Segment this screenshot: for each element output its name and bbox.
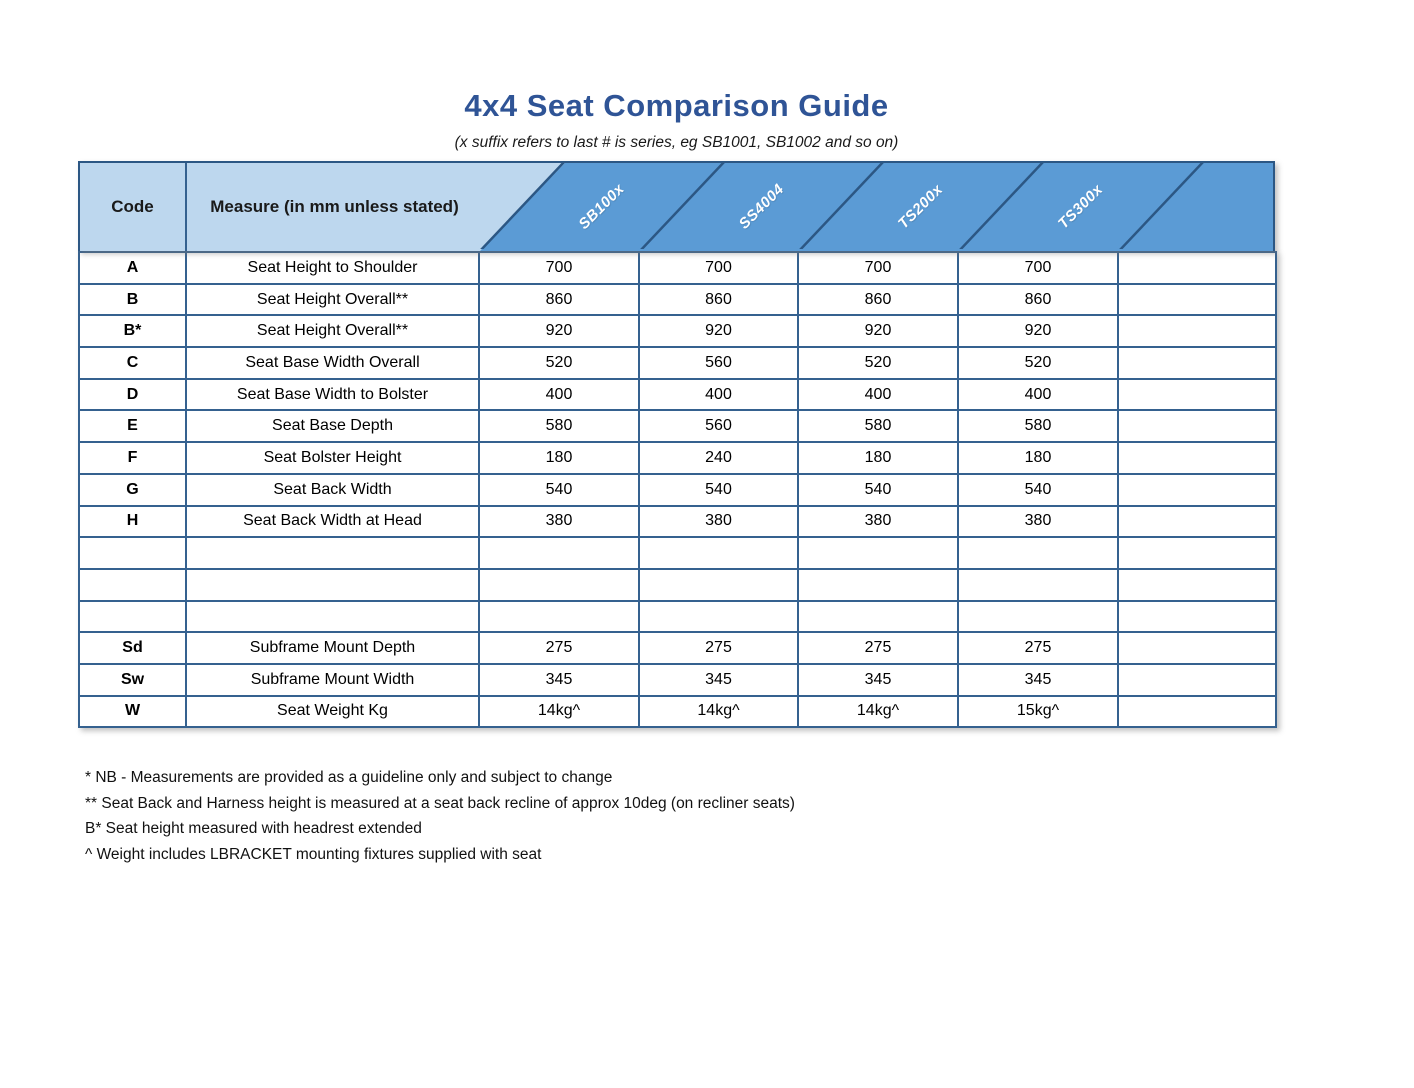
value-cell: 540 (958, 474, 1118, 506)
table-row (79, 252, 1276, 284)
value-cell: 380 (479, 506, 639, 538)
value-cell: 540 (798, 474, 958, 506)
value-cell: 15kg^ (958, 696, 1118, 728)
code-column-header: Code (80, 163, 187, 251)
page (78, 88, 1275, 867)
product-column-header-ss4004: SS4004 (735, 180, 788, 233)
code-cell: C (79, 347, 186, 379)
table-row (79, 696, 1276, 728)
value-cell: 920 (479, 315, 639, 347)
value-cell: 180 (958, 442, 1118, 474)
comparison-table (78, 251, 1277, 728)
table-row (79, 442, 1276, 474)
subtitle: (x suffix refers to last # is series, eg SB1001, SB1002 and so on) (454, 134, 899, 151)
code-cell: Sw (79, 664, 186, 696)
code-cell (79, 569, 186, 601)
value-cell (798, 569, 958, 601)
table-row (79, 537, 1276, 569)
value-cell: 14kg^ (798, 696, 958, 728)
value-cell: 860 (958, 284, 1118, 316)
footnote: ** Seat Back and Harness height is measured at a seat back recline of approx 10deg (on recliner seats) (85, 794, 795, 812)
measure-cell (186, 537, 479, 569)
value-cell (958, 569, 1118, 601)
value-cell: 700 (639, 252, 798, 284)
value-cell: 14kg^ (479, 696, 639, 728)
value-cell: 520 (958, 347, 1118, 379)
empty-cell (1118, 315, 1276, 347)
value-cell: 275 (479, 632, 639, 664)
value-cell: 345 (798, 664, 958, 696)
measure-cell: Seat Height to Shoulder (186, 252, 479, 284)
value-cell: 400 (798, 379, 958, 411)
value-cell: 920 (639, 315, 798, 347)
empty-cell (1118, 506, 1276, 538)
table-row (79, 379, 1276, 411)
value-cell: 700 (958, 252, 1118, 284)
code-cell: B (79, 284, 186, 316)
value-cell: 700 (798, 252, 958, 284)
code-cell: B* (79, 315, 186, 347)
value-cell: 860 (798, 284, 958, 316)
code-cell (79, 537, 186, 569)
measure-cell (186, 569, 479, 601)
empty-cell (1118, 569, 1276, 601)
value-cell: 580 (479, 410, 639, 442)
table-row (79, 284, 1276, 316)
value-cell: 560 (639, 347, 798, 379)
comparison-table-body (79, 252, 1276, 727)
empty-cell (1118, 537, 1276, 569)
value-cell (479, 569, 639, 601)
value-cell: 345 (639, 664, 798, 696)
measure-cell: Subframe Mount Depth (186, 632, 479, 664)
empty-cell (1118, 410, 1276, 442)
measure-cell: Seat Height Overall** (186, 284, 479, 316)
measure-column-header: Measure (in mm unless stated) (210, 197, 459, 216)
empty-cell (1118, 601, 1276, 633)
code-cell: E (79, 410, 186, 442)
code-cell (79, 601, 186, 633)
table-row (79, 569, 1276, 601)
value-cell: 400 (479, 379, 639, 411)
empty-cell (1118, 632, 1276, 664)
value-cell (798, 601, 958, 633)
measure-cell: Subframe Mount Width (186, 664, 479, 696)
table-row (79, 347, 1276, 379)
value-cell: 580 (958, 410, 1118, 442)
value-cell (958, 601, 1118, 633)
value-cell: 700 (479, 252, 639, 284)
value-cell: 860 (479, 284, 639, 316)
value-cell: 180 (798, 442, 958, 474)
value-cell: 580 (798, 410, 958, 442)
page-title: 4x4 Seat Comparison Guide (464, 88, 889, 123)
empty-cell (1118, 252, 1276, 284)
value-cell: 380 (639, 506, 798, 538)
product-column-header-ts200x: TS200x (894, 181, 947, 233)
measure-cell: Seat Height Overall** (186, 315, 479, 347)
measure-cell: Seat Weight Kg (186, 696, 479, 728)
value-cell (958, 537, 1118, 569)
value-cell: 275 (798, 632, 958, 664)
measure-cell: Seat Back Width (186, 474, 479, 506)
value-cell (639, 601, 798, 633)
code-cell: G (79, 474, 186, 506)
table-row (79, 632, 1276, 664)
value-cell: 560 (639, 410, 798, 442)
empty-cell (1118, 379, 1276, 411)
code-cell: F (79, 442, 186, 474)
measure-cell: Seat Bolster Height (186, 442, 479, 474)
product-column-header-sb100x: SB100x (575, 180, 628, 233)
value-cell (798, 537, 958, 569)
empty-cell (1118, 347, 1276, 379)
value-cell: 860 (639, 284, 798, 316)
value-cell: 380 (798, 506, 958, 538)
measure-cell: Seat Base Width Overall (186, 347, 479, 379)
value-cell: 345 (479, 664, 639, 696)
value-cell: 345 (958, 664, 1118, 696)
value-cell (479, 601, 639, 633)
value-cell: 540 (479, 474, 639, 506)
measure-cell: Seat Base Depth (186, 410, 479, 442)
value-cell: 275 (639, 632, 798, 664)
value-cell: 14kg^ (639, 696, 798, 728)
value-cell: 400 (958, 379, 1118, 411)
value-cell: 180 (479, 442, 639, 474)
code-cell: Sd (79, 632, 186, 664)
product-column-header-ts300x: TS300x (1054, 181, 1107, 233)
footnote: * NB - Measurements are provided as a guideline only and subject to change (85, 769, 613, 787)
value-cell: 520 (479, 347, 639, 379)
footnote: B* Seat height measured with headrest extended (85, 820, 422, 838)
value-cell (639, 537, 798, 569)
empty-cell (1118, 696, 1276, 728)
value-cell: 380 (958, 506, 1118, 538)
table-row (79, 601, 1276, 633)
measure-cell (186, 601, 479, 633)
code-cell: A (79, 252, 186, 284)
value-cell: 540 (639, 474, 798, 506)
code-cell: W (79, 696, 186, 728)
empty-cell (1118, 474, 1276, 506)
empty-cell (1118, 284, 1276, 316)
value-cell: 920 (958, 315, 1118, 347)
measure-cell: Seat Base Width to Bolster (186, 379, 479, 411)
table-row (79, 664, 1276, 696)
value-cell: 400 (639, 379, 798, 411)
measure-cell: Seat Back Width at Head (186, 506, 479, 538)
empty-cell (1118, 664, 1276, 696)
value-cell: 920 (798, 315, 958, 347)
value-cell (479, 537, 639, 569)
table-row (79, 506, 1276, 538)
table-header-band (78, 161, 1275, 251)
code-cell: D (79, 379, 186, 411)
empty-cell (1118, 442, 1276, 474)
value-cell: 520 (798, 347, 958, 379)
value-cell (639, 569, 798, 601)
value-cell: 240 (639, 442, 798, 474)
code-cell: H (79, 506, 186, 538)
table-row (79, 410, 1276, 442)
footnote: ^ Weight includes LBRACKET mounting fixtures supplied with seat (85, 845, 542, 863)
table-row (79, 315, 1276, 347)
footnotes (85, 765, 1275, 867)
value-cell: 275 (958, 632, 1118, 664)
table-row (79, 474, 1276, 506)
